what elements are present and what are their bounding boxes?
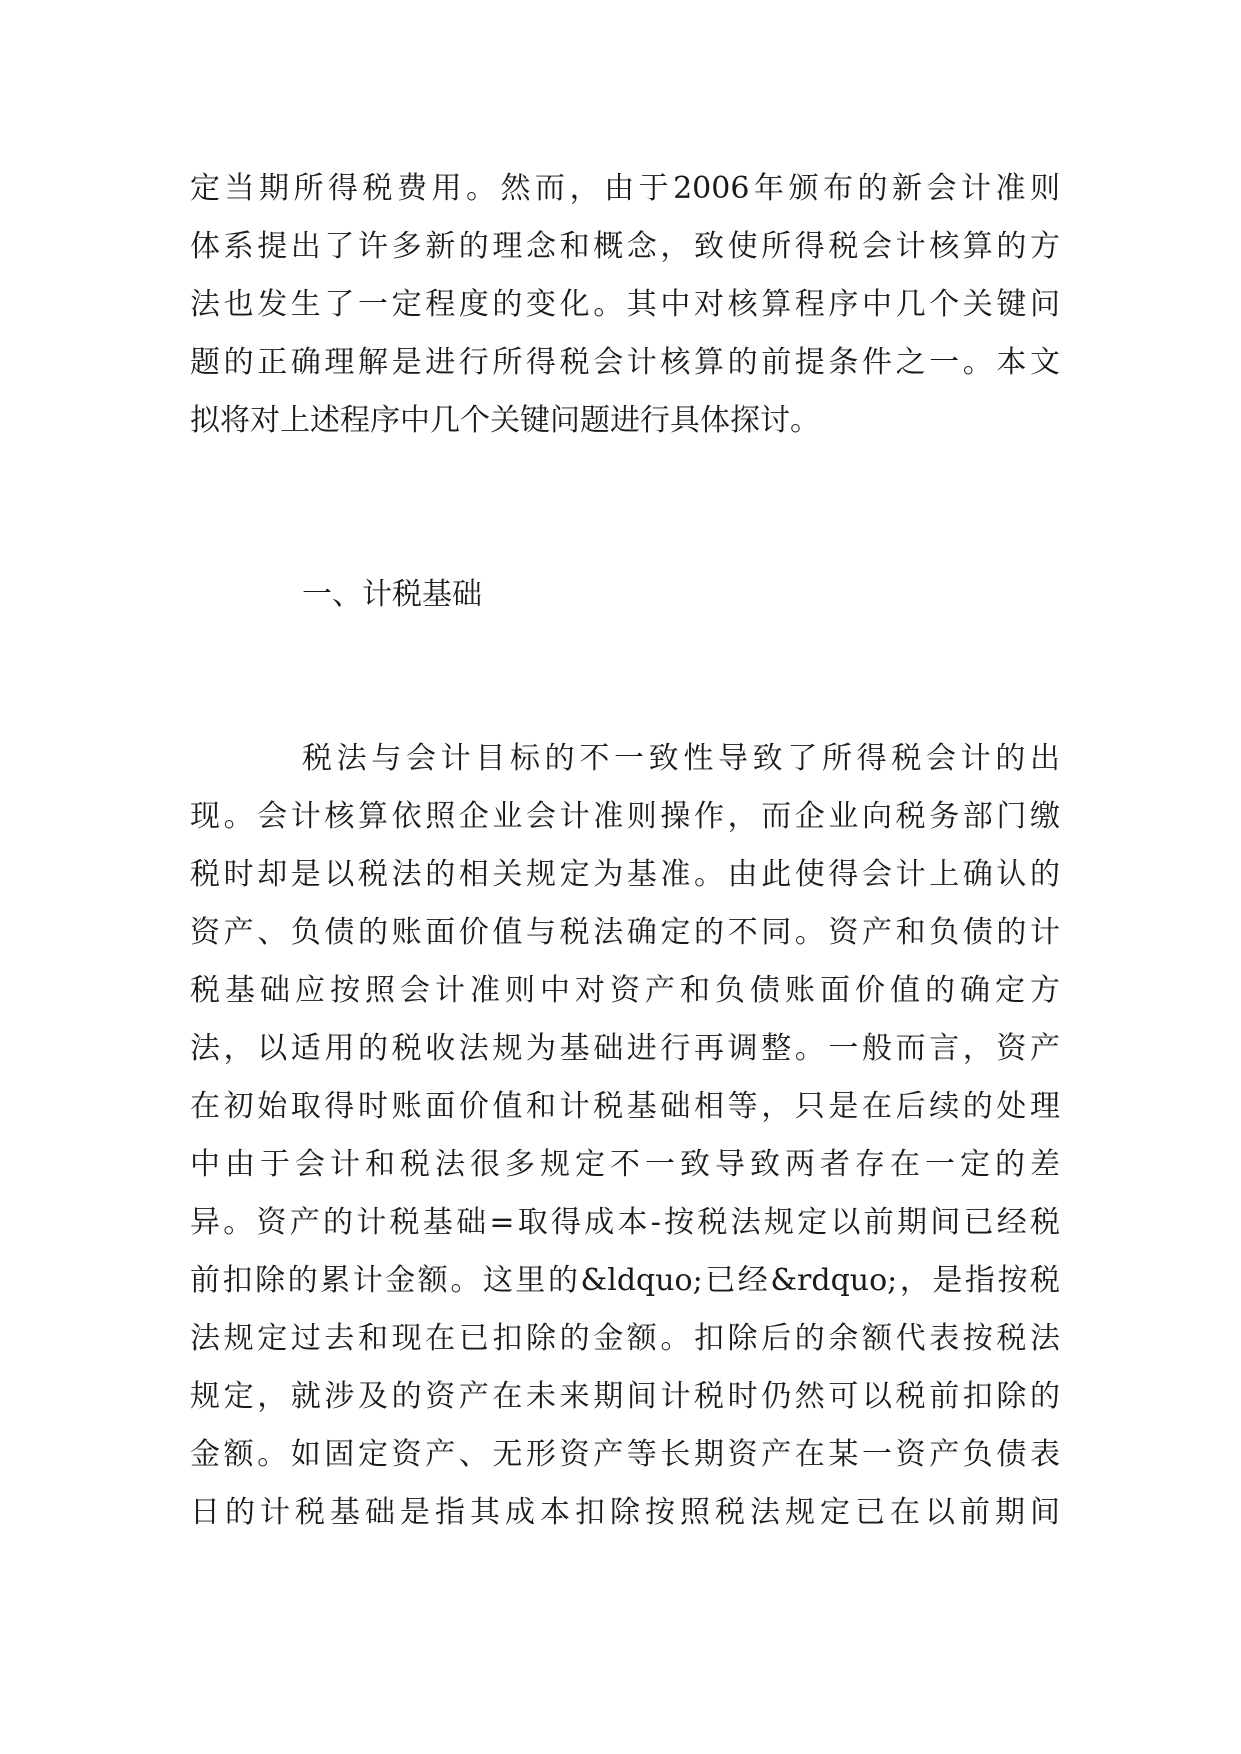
text-line: 现。会计核算依照企业会计准则操作，而企业向税务部门缴 <box>190 799 1060 834</box>
text-line: 在初始取得时账面价值和计税基础相等，只是在后续的处理 <box>190 1089 1060 1124</box>
text-line: 异。资产的计税基础=取得成本-按税法规定以前期间已经税 <box>190 1205 1060 1240</box>
text-line: 体系提出了许多新的理念和概念，致使所得税会计核算的方 <box>190 229 1060 264</box>
text-line: 日的计税基础是指其成本扣除按照税法规定已在以前期间 <box>190 1495 1060 1530</box>
text-line: 税时却是以税法的相关规定为基准。由此使得会计上确认的 <box>190 857 1060 892</box>
text-line: 税法与会计目标的不一致性导致了所得税会计的出 <box>302 741 1060 776</box>
text-line: 法也发生了一定程度的变化。其中对核算程序中几个关键问 <box>190 287 1060 322</box>
text-line: 前扣除的累计金额。这里的&ldquo;已经&rdquo;，是指按税 <box>190 1263 1060 1298</box>
paragraph-intro <box>190 160 1060 450</box>
text-line: 定当期所得税费用。然而，由于2006年颁布的新会计准则 <box>190 171 1060 206</box>
text-line: 税基础应按照会计准则中对资产和负债账面价值的确定方 <box>190 973 1060 1008</box>
text-line: 题的正确理解是进行所得税会计核算的前提条件之一。本文 <box>190 345 1060 380</box>
text-line: 金额。如固定资产、无形资产等长期资产在某一资产负债表 <box>190 1437 1060 1472</box>
text-line: 法规定过去和现在已扣除的金额。扣除后的余额代表按税法 <box>190 1321 1060 1356</box>
text-line: 法，以适用的税收法规为基础进行再调整。一般而言，资产 <box>190 1031 1060 1066</box>
text-line: 规定，就涉及的资产在未来期间计税时仍然可以税前扣除的 <box>190 1379 1060 1414</box>
text-line: 中由于会计和税法很多规定不一致导致两者存在一定的差 <box>190 1147 1060 1182</box>
section-heading: 一、计税基础 <box>302 577 482 612</box>
paragraph-tax-basis <box>190 730 1060 1542</box>
text-line: 资产、负债的账面价值与税法确定的不同。资产和负债的计 <box>190 915 1060 950</box>
text-line: 拟将对上述程序中几个关键问题进行具体探讨。 <box>190 403 820 438</box>
